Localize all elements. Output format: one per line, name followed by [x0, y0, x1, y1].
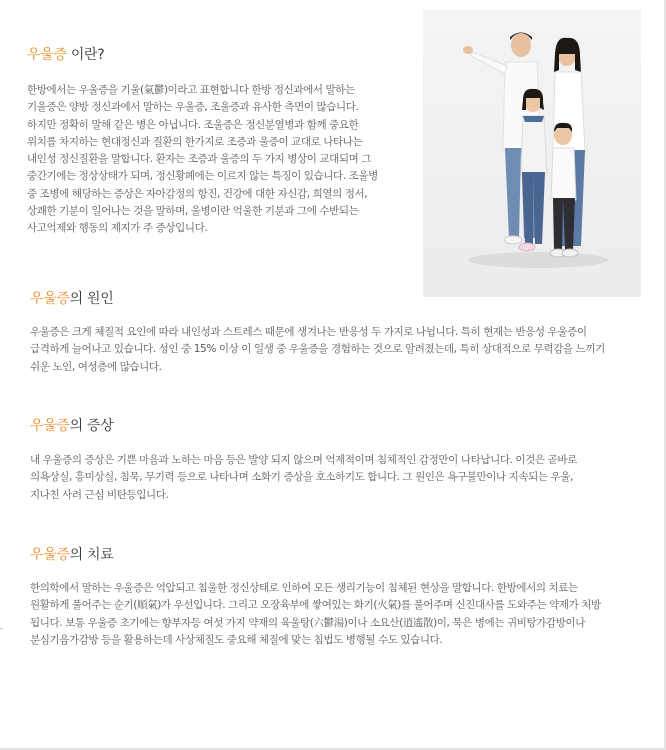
- title-rest: 의 증상: [69, 418, 114, 434]
- title-rest: 이란?: [66, 47, 105, 63]
- text-line: 원활하게 풀어주는 순기(順氣)가 우선입니다. 그리고 오장육부에 쌓여있는 화기(火氣)를 풀어주며 신진대사를 도와주는 약제가 처방: [30, 599, 601, 612]
- text-line: 지나친 사려 근심 비탄등입니다.: [30, 488, 169, 501]
- title-rest: 의 치료: [69, 547, 114, 563]
- title-highlight: 우울증: [30, 291, 70, 307]
- text-line: 내 우울증의 증상은 기쁜 마음과 노하는 마음 등은 발양 되지 않으며 억제적이며 침체적인 감정만이 나타납니다. 이것은 곧바로: [30, 454, 577, 466]
- section-title-cause: [30, 288, 114, 308]
- cause-paragraph: [30, 324, 642, 376]
- text-line: 중 조병에 해당하는 증상은 자아감정의 항진, 건강에 대한 자신감, 희열의 정서,: [27, 187, 368, 200]
- text-line: 상쾌한 기분이 일어나는 것을 말하며, 울병이란 억울한 기분과 그에 수반되는: [27, 205, 359, 218]
- text-line: 우울증은 크게 체질적 요인에 따라 내인성과 스트레스 때문에 생겨나는 반응성 두 가지로 나뉩니다. 특히 현재는 반응성 우울증이: [30, 326, 587, 338]
- title-highlight: 우울증: [30, 547, 70, 563]
- text-line: 하지만 정확히 말해 같은 병은 아닙니다. 조울증은 정신분열병과 함께 중요한: [27, 118, 359, 131]
- title-highlight: 우울증: [30, 418, 70, 434]
- text-line: 내인성 정신질환을 말합니다. 환자는 조증과 울증의 두 가지 병상이 교대되며 그: [27, 153, 372, 166]
- text-line: 위치를 차지하는 현대정신과 질환의 한가지로 조증과 울증이 교대로 나타나는: [27, 135, 363, 148]
- text-line: 급격하게 늘어나고 있습니다. 성인 중 15% 이상 이 일생 중 우울증을 경험하는 것으로 알려졌는데, 특히 상대적으로 무력감을 느끼기: [30, 343, 605, 356]
- text-line: 중간기에는 정상상태가 되며, 정신황폐에는 이르지 않는 특징이 있습니다. 조울병: [27, 170, 378, 183]
- text-line: 됩니다. 보통 우울증 초기에는 향부자등 여섯 가지 약재의 육울탕(六鬱湯)이나 소요산(逍遙散)이, 묵은 병에는 귀비탕가감방이나: [30, 616, 585, 629]
- text-line: 한방에서는 우울증을 기울(氣鬱)이라고 표현합니다 한방 정신과에서 말하는: [27, 84, 355, 96]
- intro-paragraph: [27, 82, 412, 238]
- title-highlight: 우울증: [27, 47, 67, 63]
- section-title-treatment: [30, 544, 114, 564]
- section-title-symptom: [30, 415, 114, 435]
- treatment-paragraph: [30, 580, 642, 649]
- symptom-paragraph: [30, 452, 642, 504]
- text-line: 쉬운 노인, 여성층에 많습니다.: [30, 360, 162, 373]
- text-line: 기울증은 양방 정신과에서 말하는 우울증, 조울증과 유사한 측면이 많습니다.: [27, 101, 359, 114]
- text-line: 의욕상실, 흥미상실, 침묵, 무기력 등으로 나타나며 소화기 증상을 호소하기도 합니다. 그 원인은 욕구불만이나 지속되는 우울,: [30, 471, 573, 484]
- text-line: 분심기음가감방 등을 활용하는데 사상체질도 중요해 체질에 맞는 침법도 병행될 수도 있습니다.: [30, 633, 443, 646]
- edge-mark: [0, 628, 3, 629]
- section-title-intro: [27, 44, 104, 64]
- text-line: 사고억제와 행동의 제지가 주 증상입니다.: [27, 222, 208, 235]
- text-line: 한의학에서 말하는 우울증은 억압되고 침울한 정신상태로 인하여 모든 생리기능이 침체된 현상을 말합니다. 한방에서의 치료는: [30, 582, 578, 594]
- title-rest: 의 원인: [69, 291, 114, 307]
- family-photo: [423, 10, 641, 297]
